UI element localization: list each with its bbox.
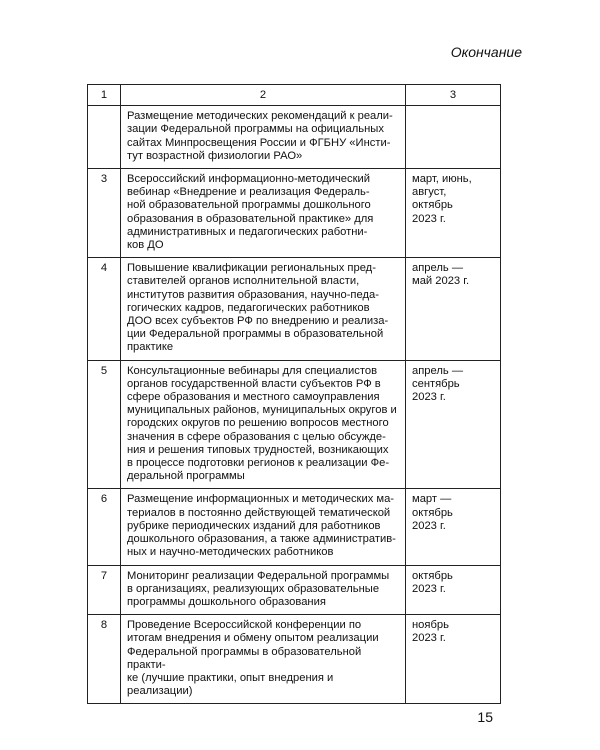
- description-line: значения в сфере образования с целью обсужде-: [127, 430, 386, 443]
- description-line: ДОО всех субъектов РФ по внедрению и реализа-: [127, 315, 389, 328]
- event-description: [121, 169, 406, 258]
- description-line: зации Федеральной программы на официальных: [127, 123, 384, 136]
- description-line: административных и педагогических работни-: [127, 225, 368, 238]
- date-line: март, июнь,: [412, 173, 472, 186]
- description-line: институтов развития образования, научно-педа-: [127, 288, 379, 301]
- description-line: деральной программы: [127, 470, 245, 483]
- event-date: [406, 615, 501, 704]
- description-line: вебинар «Внедрение и реализация Федераль-: [127, 186, 370, 199]
- event-description: [121, 106, 406, 169]
- date-line: май 2023 г.: [412, 275, 470, 288]
- description-line: дошкольного образования, а также административ-: [127, 533, 396, 546]
- date-line: 2023 г.: [412, 632, 446, 645]
- table-row: [88, 615, 501, 704]
- date-line: 2023 г.: [412, 391, 446, 404]
- table-body: [88, 106, 501, 704]
- table-row: [88, 169, 501, 258]
- event-description: [121, 489, 406, 565]
- events-table: [87, 84, 501, 704]
- description-line: Проведение Всероссийской конференции по: [127, 619, 362, 632]
- description-line: ния и решения типовых трудностей, возникающих: [127, 443, 389, 456]
- row-number: 8: [88, 615, 121, 704]
- event-description: [121, 258, 406, 360]
- event-date: [406, 258, 501, 360]
- description-line: Повышение квалификации региональных пред-: [127, 262, 376, 275]
- row-number: 3: [88, 169, 121, 258]
- date-line: март —: [412, 493, 452, 506]
- row-number: 4: [88, 258, 121, 360]
- table-row: [88, 106, 501, 169]
- description-line: ставителей органов исполнительной власти,: [127, 275, 360, 288]
- description-line: Размещение методических рекомендаций к реали-: [127, 110, 393, 123]
- description-line: в организациях, реализующих образовательные: [127, 582, 380, 595]
- event-description: [121, 615, 406, 704]
- date-line: 2023 г.: [412, 212, 446, 225]
- description-line: ции Федеральной программы в образовательной: [127, 328, 384, 341]
- date-line: ноябрь: [412, 619, 449, 632]
- date-line: 2023 г.: [412, 519, 446, 532]
- date-line: август,: [412, 186, 447, 199]
- date-line: октябрь: [412, 569, 453, 582]
- description-line: Федеральной программы в образовательной практи-: [127, 645, 362, 671]
- description-line: Размещение информационных и методических ма-: [127, 493, 395, 506]
- row-number: 7: [88, 565, 121, 615]
- description-line: муниципальных районов, муниципальных округов и: [127, 404, 397, 417]
- event-description: [121, 565, 406, 615]
- row-number: 5: [88, 360, 121, 489]
- event-description: [121, 360, 406, 489]
- description-line: ных и научно-методических работников: [127, 546, 334, 559]
- event-date: [406, 360, 501, 489]
- description-line: итогам внедрения и обмену опытом реализации: [127, 632, 379, 645]
- table-row: [88, 489, 501, 565]
- date-line: октябрь: [412, 199, 453, 212]
- column-header-3: 3: [406, 85, 501, 106]
- description-line: Всероссийский информационно-методический: [127, 173, 371, 186]
- description-line: рубрике периодических изданий для работников: [127, 519, 381, 532]
- page-number: 15: [477, 709, 493, 725]
- description-line: практике: [127, 341, 174, 354]
- column-header-1: 1: [88, 85, 121, 106]
- table-header-row: [88, 85, 501, 106]
- description-line: ке (лучшие практики, опыт внедрения и реализации): [127, 671, 334, 698]
- description-line: ков ДО: [127, 239, 164, 252]
- event-date: [406, 489, 501, 565]
- row-number: 6: [88, 489, 121, 565]
- event-date: [406, 565, 501, 615]
- description-line: органов государственной власти субъектов РФ в: [127, 377, 381, 390]
- date-line: октябрь: [412, 506, 453, 519]
- column-header-2: 2: [121, 85, 406, 106]
- event-date: [406, 169, 501, 258]
- date-line: 2023 г.: [412, 582, 446, 595]
- table-row: [88, 360, 501, 489]
- date-line: апрель —: [412, 364, 464, 377]
- description-line: сайтах Минпросвещения России и ФГБНУ «Инсти-: [127, 136, 391, 149]
- description-line: Мониторинг реализации Федеральной программы: [127, 569, 390, 582]
- description-line: в процессе подготовки регионов к реализации Фе-: [127, 457, 390, 470]
- description-line: программы дошкольного образования: [127, 595, 326, 608]
- description-line: териалов в постоянно действующей тематической: [127, 506, 391, 519]
- description-line: городских округов по решению вопросов местного: [127, 417, 389, 430]
- description-line: тут возрастной физиологии РАО»: [127, 149, 303, 162]
- event-date: [406, 106, 501, 169]
- description-line: Консультационные вебинары для специалистов: [127, 364, 378, 377]
- table-row: [88, 258, 501, 360]
- date-line: апрель —: [412, 262, 464, 275]
- description-line: сфере образования и местного самоуправления: [127, 391, 380, 404]
- description-line: ной образовательной программы дошкольного: [127, 199, 371, 212]
- row-number: [88, 106, 121, 169]
- date-line: сентябрь: [412, 377, 460, 390]
- description-line: образования в образовательной практике» для: [127, 212, 374, 225]
- continuation-label: Окончание: [450, 44, 522, 60]
- table-row: [88, 565, 501, 615]
- description-line: гогических кадров, педагогических работников: [127, 301, 370, 314]
